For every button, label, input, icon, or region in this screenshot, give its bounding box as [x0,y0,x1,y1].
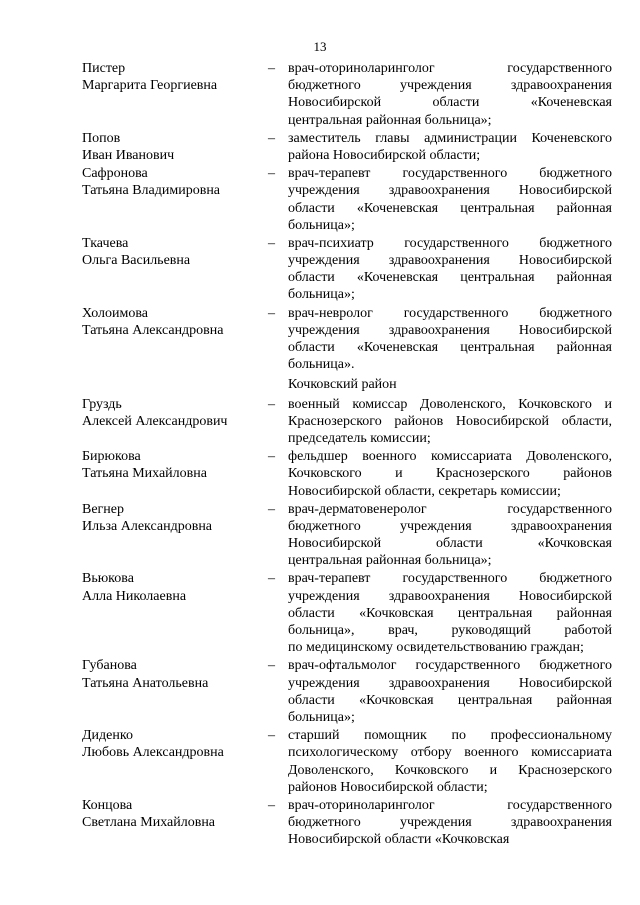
member-entry [82,130,612,164]
member-entry [82,60,612,129]
dash-separator: – [268,61,275,76]
member-position [288,130,612,164]
member-position [288,501,612,570]
member-name [82,60,268,129]
position-line: Новосибирской области «Кочковская [288,832,510,848]
position-line: Новосибирской области «Кочковская [288,536,612,552]
dash-separator: – [268,797,275,813]
member-entry [82,165,612,234]
position-line: Новосибирской области «Коченевская [288,95,612,111]
dash-separator: – [268,166,275,182]
position-line: бюджетного учреждения здравоохранения [288,815,612,831]
member-given-names: Татьяна Анатольевна [82,675,209,691]
position-line: центральная районная больница»; [288,553,492,569]
member-given-names: Маргарита Георгиевна [82,78,218,94]
member-entry [82,727,612,796]
position-line: бюджетного учреждения здравоохранения [288,78,612,94]
member-name [82,130,268,164]
member-position [288,60,612,129]
position-line: врач-психиатр государственного бюджетного [288,235,612,251]
position-line: районов Новосибирской области; [288,779,488,795]
position-line: больница»; [288,287,355,303]
position-line: учреждения здравоохранения Новосибирской [288,183,612,199]
member-surname: Бирюкова [82,449,141,465]
member-surname: Холоимова [82,305,149,321]
position-line: Кочковского и Краснозерского районов [288,466,612,482]
position-line: области «Коченевская центральная районная [288,270,612,286]
member-position [288,165,612,234]
member-given-names: Светлана Михайловна [82,815,216,831]
member-position [288,570,612,656]
member-name [82,448,268,500]
position-line: военный комиссар Доволенского, Кочковского и [288,396,612,412]
kochkovsky-members [82,396,612,849]
dash-separator: – [268,571,275,587]
position-line: больница»; [288,709,355,725]
member-entry [82,448,612,500]
position-line: врач-дерматовенеролог государственного [288,501,612,517]
member-surname: Груздь [82,396,122,412]
member-surname: Диденко [82,728,133,744]
member-position [288,657,612,726]
member-surname: Концова [82,797,133,813]
dash-separator: – [268,130,275,146]
position-line: врач-терапевт государственного бюджетного [288,571,612,587]
dash-separator: – [268,501,275,517]
member-position [288,396,612,448]
member-position [288,448,612,500]
member-given-names: Иван Иванович [82,147,175,163]
member-name [82,235,268,304]
position-line: психологическому отбору военного комиссариата [288,745,612,761]
dash-separator: – [268,728,275,744]
position-line: врач-терапевт государственного бюджетного [288,166,612,182]
member-given-names: Татьяна Михайловна [82,466,207,482]
position-line: фельдшер военного комиссариата Доволенского, [288,449,612,465]
member-name [82,570,268,656]
dash-separator: – [268,305,275,321]
member-entry [82,501,612,570]
dash-separator: – [268,396,275,412]
position-line: председатель комиссии; [288,430,431,446]
member-position [288,305,612,374]
member-position [288,235,612,304]
member-name [82,797,268,849]
member-name [82,396,268,448]
member-entry [82,305,612,374]
position-line: по медицинскому освидетельствованию граждан; [288,640,584,656]
position-line: области «Кочковская центральная районная [288,605,612,621]
position-line: учреждения здравоохранения Новосибирской [288,253,612,269]
member-entry [82,396,612,448]
member-name [82,501,268,570]
member-surname: Пистер [82,61,126,76]
position-line: старший помощник по профессиональному [288,728,612,744]
position-line: Краснозерского районов Новосибирской области, [288,413,612,429]
position-line: врач-офтальмолог государственного бюджетного [288,658,612,674]
position-line: Новосибирской области, секретарь комиссии; [288,483,561,499]
member-surname: Вегнер [82,501,124,517]
position-line: центральная районная больница»; [288,112,492,128]
position-line: области «Кочковская центральная районная [288,692,612,708]
member-entry [82,570,612,656]
commission-member-list [82,60,612,849]
section-heading: Кочковский район [288,377,397,393]
position-line: учреждения здравоохранения Новосибирской [288,588,612,604]
position-line: врач-оториноларинголог государственного [288,797,612,813]
dash-separator: – [268,235,275,251]
dash-separator: – [268,449,275,465]
member-surname: Ткачева [82,235,129,251]
member-given-names: Татьяна Владимировна [82,183,221,199]
member-name [82,657,268,726]
member-name [82,305,268,374]
member-position [288,727,612,796]
member-position [288,797,612,849]
position-line: учреждения здравоохранения Новосибирской [288,322,612,338]
position-line: района Новосибирской области; [288,147,481,163]
member-name [82,727,268,796]
position-line: врач-оториноларинголог государственного [288,61,612,76]
position-line: заместитель главы администрации Коченевского [288,130,612,146]
member-entry [82,797,612,849]
position-line: больница», врач, руководящий работой [288,623,612,639]
position-line: больница». [288,357,355,373]
member-given-names: Ильза Александровна [82,518,213,534]
member-given-names: Татьяна Александровна [82,322,224,338]
member-name [82,165,268,234]
dash-separator: – [268,658,275,674]
member-given-names: Любовь Александровна [82,745,224,761]
member-surname: Губанова [82,658,137,674]
koчenevsky-members [82,60,612,373]
member-entry [82,657,612,726]
position-line: бюджетного учреждения здравоохранения [288,518,612,534]
position-line: области «Коченевская центральная районная [288,340,612,355]
member-entry [82,235,612,304]
member-given-names: Алексей Александрович [82,413,228,429]
member-surname: Попов [82,130,121,146]
member-surname: Сафронова [82,166,148,182]
position-line: области «Коченевская центральная районная [288,200,612,216]
position-line: больница»; [288,217,355,233]
member-given-names: Ольга Васильевна [82,253,191,269]
position-line: врач-невролог государственного бюджетного [288,305,612,321]
page-number: 13 [313,39,327,54]
member-surname: Вьюкова [82,571,134,587]
position-line: Доволенского, Кочковского и Краснозерского [288,762,612,778]
member-given-names: Алла Николаевна [82,588,187,604]
position-line: учреждения здравоохранения Новосибирской [288,675,612,691]
